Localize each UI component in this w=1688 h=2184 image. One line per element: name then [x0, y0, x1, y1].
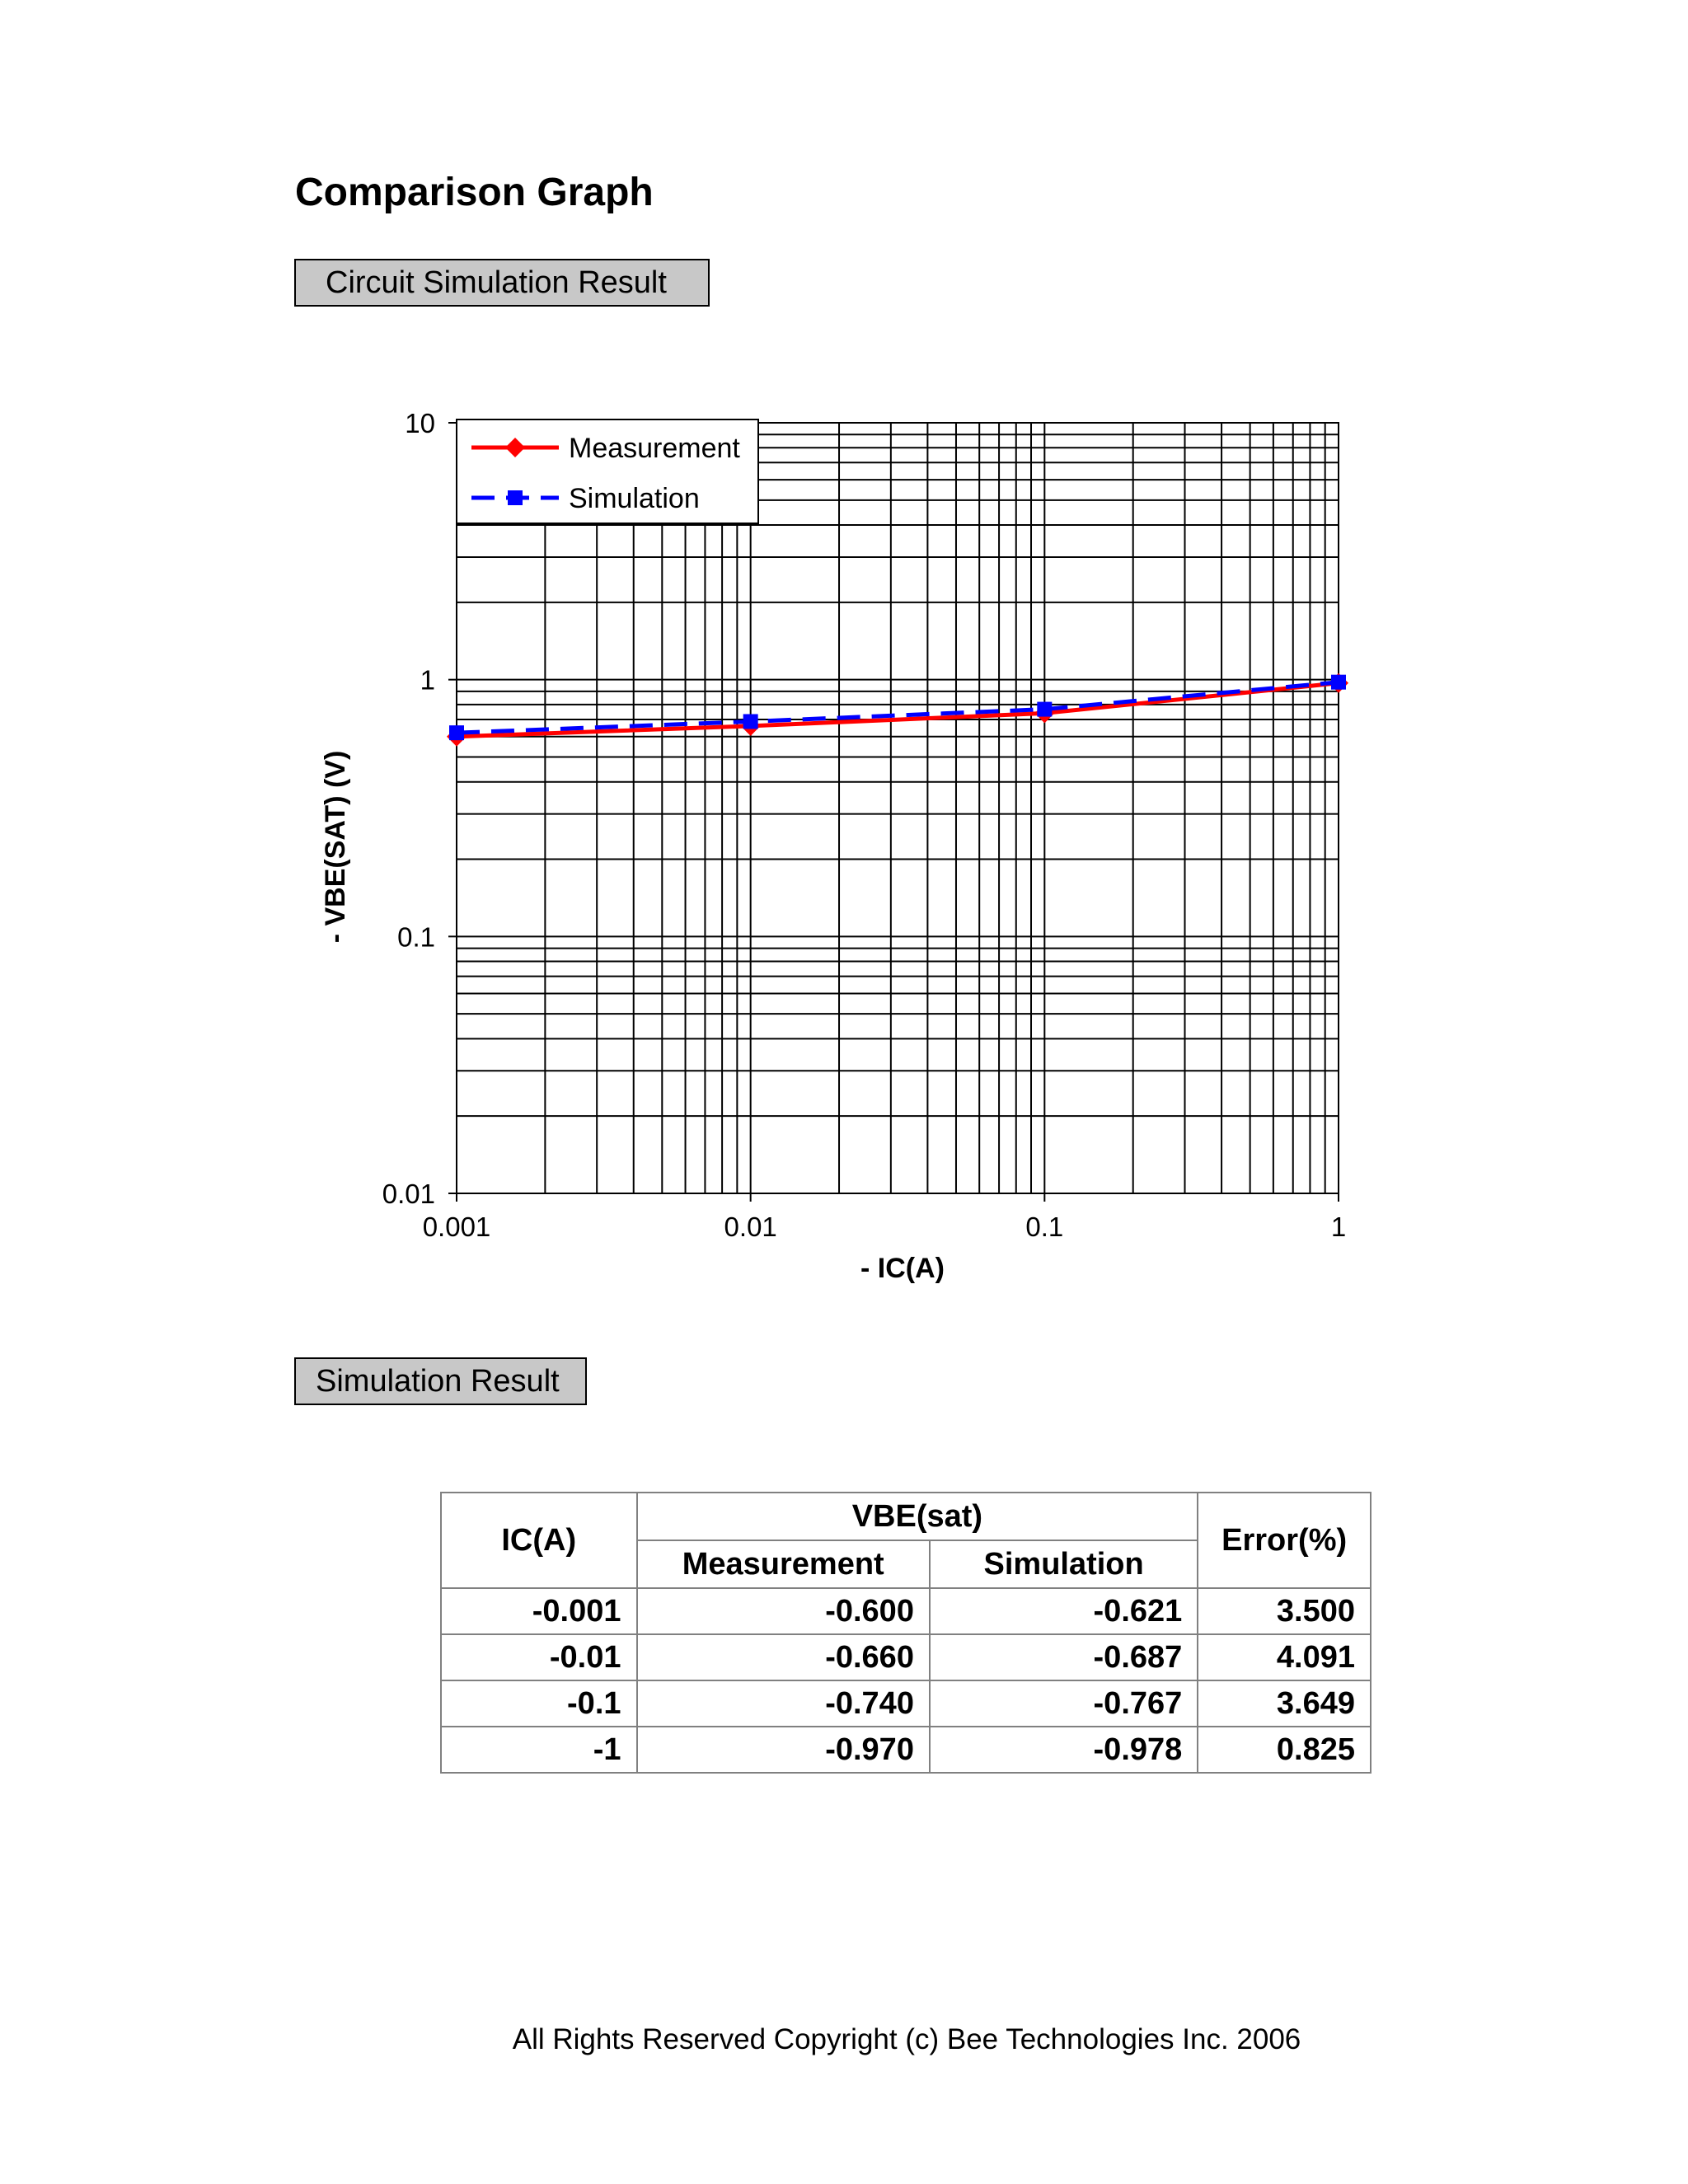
header-error: Error(%) — [1198, 1493, 1371, 1588]
x-tick-labels — [423, 1212, 1346, 1242]
series-layer — [447, 673, 1348, 747]
results-table — [440, 1492, 1372, 1774]
x-tick-label: 0.1 — [1025, 1212, 1064, 1242]
header-simulation: Simulation — [930, 1540, 1198, 1588]
simulation-result-label: Simulation Result — [294, 1357, 587, 1405]
header-vbe-sat: VBE(sat) — [637, 1493, 1198, 1540]
data-point-simulation — [449, 725, 464, 740]
cell-error: 0.825 — [1198, 1727, 1371, 1773]
page-title: Comparison Graph — [295, 171, 654, 214]
cell-simulation: -0.621 — [930, 1588, 1198, 1634]
table-row — [441, 1680, 1371, 1727]
cell-ic: -0.001 — [441, 1588, 637, 1634]
y-tick-label: 0.01 — [382, 1179, 435, 1209]
cell-measurement: -0.600 — [637, 1588, 930, 1634]
cell-error: 4.091 — [1198, 1634, 1371, 1680]
data-point-simulation — [743, 714, 758, 729]
x-axis-title: - IC(A) — [860, 1253, 945, 1284]
table-row — [441, 1588, 1371, 1634]
chart-legend — [457, 419, 758, 523]
y-tick-labels — [382, 408, 435, 1209]
chart-grid — [457, 423, 1339, 1193]
cell-measurement: -0.740 — [637, 1680, 930, 1727]
cell-measurement: -0.660 — [637, 1634, 930, 1680]
cell-error: 3.649 — [1198, 1680, 1371, 1727]
header-ic: IC(A) — [441, 1493, 637, 1588]
y-tick-label: 0.1 — [397, 921, 435, 953]
x-tick-label: 0.001 — [422, 1212, 491, 1242]
legend-label-simulation: Simulation — [569, 483, 700, 514]
data-point-simulation — [1331, 675, 1346, 690]
y-tick-label: 10 — [405, 408, 435, 438]
y-tick-label: 1 — [420, 664, 435, 696]
axis-ticks — [448, 423, 1339, 1202]
cell-ic: -0.01 — [441, 1634, 637, 1680]
table-row — [441, 1634, 1371, 1680]
series-line-simulation — [457, 682, 1339, 733]
x-tick-label: 0.01 — [724, 1212, 777, 1242]
cell-ic: -1 — [441, 1727, 637, 1773]
legend-label-measurement: Measurement — [569, 433, 740, 464]
y-axis-title: - VBE(SAT) (V) — [320, 750, 351, 944]
x-tick-label: 1 — [1330, 1212, 1347, 1242]
table-row — [441, 1727, 1371, 1773]
table-header-row — [441, 1493, 1371, 1540]
header-measurement: Measurement — [637, 1540, 930, 1588]
cell-ic: -0.1 — [441, 1680, 637, 1727]
circuit-simulation-result-label: Circuit Simulation Result — [294, 259, 710, 307]
cell-error: 3.500 — [1198, 1588, 1371, 1634]
cell-measurement: -0.970 — [637, 1727, 930, 1773]
cell-simulation: -0.687 — [930, 1634, 1198, 1680]
cell-simulation: -0.767 — [930, 1680, 1198, 1727]
data-point-simulation — [1037, 702, 1052, 717]
cell-simulation: -0.978 — [930, 1727, 1198, 1773]
legend-marker-simulation — [508, 490, 523, 505]
copyright-footer: All Rights Reserved Copyright (c) Bee Technologies Inc. 2006 — [512, 2023, 1301, 2055]
plot-frame — [457, 423, 1339, 1193]
